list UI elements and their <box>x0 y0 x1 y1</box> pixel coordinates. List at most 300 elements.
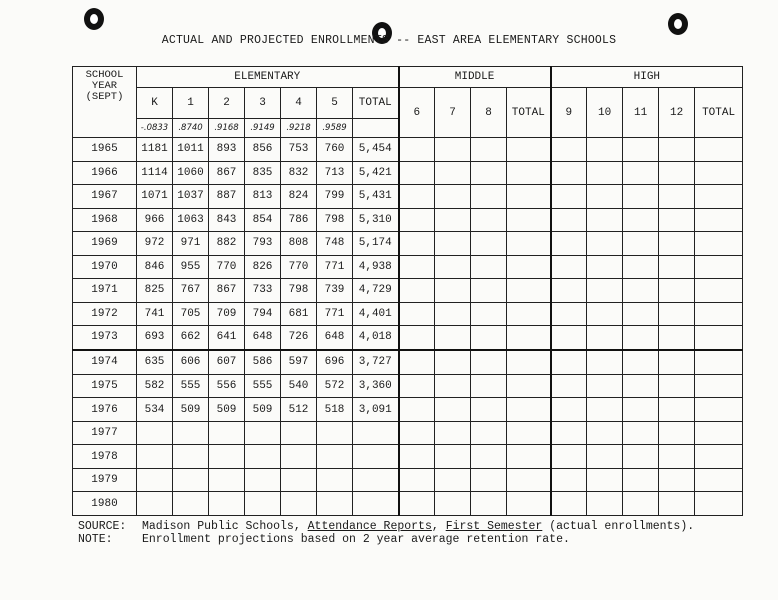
enrollment-cell: 662 <box>173 326 209 350</box>
empty-cell <box>399 326 435 350</box>
enrollment-cell: 713 <box>317 161 353 185</box>
empty-cell <box>623 445 659 469</box>
table-body <box>73 138 743 516</box>
empty-cell <box>399 232 435 256</box>
enrollment-cell: 509 <box>173 398 209 422</box>
enrollment-cell: 635 <box>137 350 173 374</box>
enrollment-cell: 748 <box>317 232 353 256</box>
retention-rate: .9149 <box>245 119 281 138</box>
empty-cell <box>695 350 743 374</box>
enrollment-cell <box>317 468 353 492</box>
enrollment-cell <box>173 468 209 492</box>
school-year-cell: 1973 <box>73 326 137 350</box>
empty-cell <box>507 326 551 350</box>
empty-cell <box>471 255 507 279</box>
enrollment-cell: 955 <box>173 255 209 279</box>
empty-cell <box>659 185 695 209</box>
enrollment-cell: 709 <box>209 302 245 326</box>
empty-cell <box>623 374 659 398</box>
enrollment-cell <box>209 445 245 469</box>
empty-cell <box>551 185 587 209</box>
col-header: 9 <box>551 88 587 138</box>
empty-cell <box>435 232 471 256</box>
enrollment-cell: 739 <box>317 279 353 303</box>
enrollment-cell <box>317 421 353 445</box>
col-header: TOTAL <box>695 88 743 138</box>
empty-cell <box>623 138 659 162</box>
col-header: TOTAL <box>507 88 551 138</box>
col-header: K <box>137 88 173 119</box>
binder-hole-icon <box>84 8 104 30</box>
empty-cell <box>471 445 507 469</box>
empty-cell <box>471 208 507 232</box>
retention-rate: -.0833 <box>137 119 173 138</box>
empty-cell <box>399 421 435 445</box>
enrollment-cell: 786 <box>281 208 317 232</box>
footer <box>78 520 694 546</box>
empty-cell <box>587 138 623 162</box>
col-header: 2 <box>209 88 245 119</box>
enrollment-cell: 770 <box>209 255 245 279</box>
enrollment-cell: 1060 <box>173 161 209 185</box>
enrollment-cell: 1011 <box>173 138 209 162</box>
col-header: 6 <box>399 88 435 138</box>
table-row <box>73 232 743 256</box>
enrollment-cell <box>137 421 173 445</box>
col-header: 7 <box>435 88 471 138</box>
school-year-cell: 1978 <box>73 445 137 469</box>
enrollment-cell: 794 <box>245 302 281 326</box>
enrollment-cell: 1181 <box>137 138 173 162</box>
empty-cell <box>551 279 587 303</box>
empty-cell <box>551 208 587 232</box>
enrollment-cell: 843 <box>209 208 245 232</box>
table-row <box>73 468 743 492</box>
empty-cell <box>695 302 743 326</box>
enrollment-cell: 825 <box>137 279 173 303</box>
empty-cell <box>471 398 507 422</box>
enrollment-cell: 597 <box>281 350 317 374</box>
enrollment-cell: 882 <box>209 232 245 256</box>
source-text: , <box>431 520 446 533</box>
school-year-cell: 1974 <box>73 350 137 374</box>
empty-cell <box>623 350 659 374</box>
empty-cell <box>507 374 551 398</box>
enrollment-cell: 856 <box>245 138 281 162</box>
empty-cell <box>399 185 435 209</box>
header-line: YEAR <box>91 80 118 92</box>
empty-cell <box>695 492 743 516</box>
empty-cell <box>551 350 587 374</box>
elementary-total-cell: 5,421 <box>353 161 399 185</box>
header-line: (SEPT) <box>85 91 124 103</box>
empty-cell <box>695 185 743 209</box>
empty-cell <box>435 302 471 326</box>
school-year-cell: 1977 <box>73 421 137 445</box>
school-year-cell: 1976 <box>73 398 137 422</box>
empty-cell <box>435 398 471 422</box>
empty-cell <box>399 302 435 326</box>
enrollment-cell: 893 <box>209 138 245 162</box>
elementary-total-cell <box>353 468 399 492</box>
enrollment-cell <box>209 492 245 516</box>
empty-cell <box>551 398 587 422</box>
empty-cell <box>551 232 587 256</box>
table-row <box>73 421 743 445</box>
empty-cell <box>695 279 743 303</box>
header-line: SCHOOL <box>85 69 124 81</box>
school-year-cell: 1969 <box>73 232 137 256</box>
source-text: Madison Public Schools, <box>142 520 308 533</box>
elementary-total-cell: 5,431 <box>353 185 399 209</box>
table-row <box>73 138 743 162</box>
empty-cell <box>551 161 587 185</box>
enrollment-cell: 586 <box>245 350 281 374</box>
enrollment-cell: 887 <box>209 185 245 209</box>
empty-cell <box>659 350 695 374</box>
col-header: 3 <box>245 88 281 119</box>
empty-cell <box>435 468 471 492</box>
elementary-total-cell: 3,360 <box>353 374 399 398</box>
empty-cell <box>623 255 659 279</box>
enrollment-cell: 606 <box>173 350 209 374</box>
empty-cell <box>471 185 507 209</box>
retention-rate: .9589 <box>317 119 353 138</box>
empty-cell <box>471 326 507 350</box>
empty-cell <box>435 374 471 398</box>
empty-cell <box>587 421 623 445</box>
empty-cell <box>471 302 507 326</box>
empty-cell <box>659 279 695 303</box>
enrollment-cell <box>209 421 245 445</box>
enrollment-cell <box>317 492 353 516</box>
enrollment-cell: 972 <box>137 232 173 256</box>
enrollment-cell: 555 <box>173 374 209 398</box>
empty-cell <box>695 138 743 162</box>
empty-cell <box>587 161 623 185</box>
table-row <box>73 185 743 209</box>
enrollment-table <box>72 66 743 516</box>
table-row <box>73 302 743 326</box>
enrollment-cell: 648 <box>245 326 281 350</box>
enrollment-cell: 798 <box>317 208 353 232</box>
empty-cell <box>507 185 551 209</box>
enrollment-cell: 681 <box>281 302 317 326</box>
source-text: (actual enrollments). <box>542 520 695 533</box>
empty-cell <box>623 492 659 516</box>
enrollment-cell: 770 <box>281 255 317 279</box>
empty-cell <box>471 468 507 492</box>
empty-cell <box>399 255 435 279</box>
enrollment-cell: 798 <box>281 279 317 303</box>
table-row <box>73 374 743 398</box>
enrollment-cell <box>209 468 245 492</box>
enrollment-cell: 760 <box>317 138 353 162</box>
empty-cell <box>695 326 743 350</box>
empty-cell <box>695 208 743 232</box>
empty-cell <box>587 398 623 422</box>
empty-cell <box>623 232 659 256</box>
empty-cell <box>435 279 471 303</box>
empty-cell <box>659 138 695 162</box>
empty-cell <box>623 468 659 492</box>
enrollment-cell: 826 <box>245 255 281 279</box>
enrollment-cell: 582 <box>137 374 173 398</box>
enrollment-cell: 693 <box>137 326 173 350</box>
elementary-total-cell: 5,454 <box>353 138 399 162</box>
enrollment-cell: 1071 <box>137 185 173 209</box>
school-year-cell: 1972 <box>73 302 137 326</box>
enrollment-cell: 648 <box>317 326 353 350</box>
enrollment-cell <box>173 421 209 445</box>
empty-cell <box>507 255 551 279</box>
enrollment-cell: 509 <box>245 398 281 422</box>
empty-cell <box>435 161 471 185</box>
empty-cell <box>399 138 435 162</box>
source-label: SOURCE: <box>78 520 127 533</box>
enrollment-cell: 726 <box>281 326 317 350</box>
source-line <box>78 520 694 533</box>
enrollment-cell: 741 <box>137 302 173 326</box>
empty-cell <box>623 185 659 209</box>
elementary-total-cell: 4,938 <box>353 255 399 279</box>
empty-cell <box>623 302 659 326</box>
retention-rate: .9168 <box>209 119 245 138</box>
elementary-total-cell: 5,310 <box>353 208 399 232</box>
empty-cell <box>551 445 587 469</box>
empty-cell <box>587 374 623 398</box>
enrollment-cell: 808 <box>281 232 317 256</box>
empty-cell <box>551 421 587 445</box>
enrollment-cell <box>281 468 317 492</box>
enrollment-cell <box>317 445 353 469</box>
enrollment-cell: 540 <box>281 374 317 398</box>
enrollment-cell <box>245 445 281 469</box>
empty-cell <box>695 398 743 422</box>
empty-cell <box>399 161 435 185</box>
col-header: 8 <box>471 88 507 138</box>
empty-cell <box>695 232 743 256</box>
empty-cell <box>507 492 551 516</box>
empty-cell <box>659 445 695 469</box>
empty-cell <box>471 492 507 516</box>
table-row <box>73 255 743 279</box>
empty-cell <box>399 279 435 303</box>
empty-cell <box>551 374 587 398</box>
enrollment-cell: 572 <box>317 374 353 398</box>
enrollment-cell: 767 <box>173 279 209 303</box>
empty-cell <box>435 492 471 516</box>
empty-cell <box>623 398 659 422</box>
elementary-total-cell <box>353 421 399 445</box>
enrollment-cell: 512 <box>281 398 317 422</box>
enrollment-cell: 705 <box>173 302 209 326</box>
empty-cell <box>507 302 551 326</box>
elementary-total-cell: 5,174 <box>353 232 399 256</box>
empty-cell <box>659 161 695 185</box>
empty-cell <box>507 161 551 185</box>
col-header: 5 <box>317 88 353 119</box>
empty-cell <box>435 445 471 469</box>
enrollment-cell: 867 <box>209 279 245 303</box>
note-text: Enrollment projections based on 2 year average retention rate. <box>142 533 570 546</box>
enrollment-cell: 799 <box>317 185 353 209</box>
enrollment-cell: 771 <box>317 302 353 326</box>
col-header: 10 <box>587 88 623 138</box>
enrollment-cell: 867 <box>209 161 245 185</box>
empty-cell <box>587 255 623 279</box>
empty-cell <box>507 468 551 492</box>
retention-rate: .8740 <box>173 119 209 138</box>
enrollment-cell <box>245 468 281 492</box>
empty-cell <box>623 326 659 350</box>
empty-cell <box>507 421 551 445</box>
middle-group-header: MIDDLE <box>399 67 551 88</box>
empty-cell <box>435 421 471 445</box>
empty-cell <box>695 445 743 469</box>
enrollment-cell: 846 <box>137 255 173 279</box>
elementary-total-cell: 4,729 <box>353 279 399 303</box>
empty-cell <box>587 468 623 492</box>
elementary-total-cell: 4,401 <box>353 302 399 326</box>
enrollment-cell: 518 <box>317 398 353 422</box>
empty-cell <box>623 161 659 185</box>
empty-cell <box>399 350 435 374</box>
empty-cell <box>695 374 743 398</box>
empty-cell <box>399 398 435 422</box>
enrollment-cell: 555 <box>245 374 281 398</box>
retention-rate: .9218 <box>281 119 317 138</box>
enrollment-cell <box>173 445 209 469</box>
empty-cell <box>587 350 623 374</box>
empty-cell <box>587 279 623 303</box>
school-year-cell: 1971 <box>73 279 137 303</box>
enrollment-cell <box>137 492 173 516</box>
enrollment-cell <box>245 492 281 516</box>
school-year-cell: 1968 <box>73 208 137 232</box>
empty-cell <box>659 255 695 279</box>
empty-cell <box>551 326 587 350</box>
retention-rate-blank <box>353 119 399 138</box>
source-semester: First Semester <box>445 520 543 533</box>
school-year-cell: 1967 <box>73 185 137 209</box>
empty-cell <box>399 374 435 398</box>
school-year-cell: 1980 <box>73 492 137 516</box>
empty-cell <box>695 468 743 492</box>
empty-cell <box>471 374 507 398</box>
empty-cell <box>551 468 587 492</box>
enrollment-cell: 607 <box>209 350 245 374</box>
elementary-group-header: ELEMENTARY <box>137 67 399 88</box>
empty-cell <box>659 492 695 516</box>
empty-cell <box>435 185 471 209</box>
empty-cell <box>587 302 623 326</box>
enrollment-cell: 1114 <box>137 161 173 185</box>
empty-cell <box>587 185 623 209</box>
elementary-total-cell <box>353 445 399 469</box>
school-year-cell: 1970 <box>73 255 137 279</box>
elementary-total-cell: 4,018 <box>353 326 399 350</box>
empty-cell <box>551 255 587 279</box>
empty-cell <box>471 161 507 185</box>
enrollment-cell <box>173 492 209 516</box>
empty-cell <box>471 350 507 374</box>
enrollment-cell: 1063 <box>173 208 209 232</box>
enrollment-cell: 1037 <box>173 185 209 209</box>
table-row <box>73 326 743 350</box>
enrollment-cell: 556 <box>209 374 245 398</box>
source-report-name: Attendance Reports <box>307 520 432 533</box>
enrollment-cell: 534 <box>137 398 173 422</box>
school-year-header <box>73 67 137 138</box>
empty-cell <box>659 326 695 350</box>
enrollment-cell <box>281 445 317 469</box>
empty-cell <box>507 232 551 256</box>
empty-cell <box>623 279 659 303</box>
high-group-header: HIGH <box>551 67 743 88</box>
empty-cell <box>695 161 743 185</box>
elementary-total-cell <box>353 492 399 516</box>
empty-cell <box>435 138 471 162</box>
table-row <box>73 492 743 516</box>
empty-cell <box>435 208 471 232</box>
col-header: 4 <box>281 88 317 119</box>
table-row <box>73 161 743 185</box>
enrollment-cell: 835 <box>245 161 281 185</box>
empty-cell <box>587 232 623 256</box>
empty-cell <box>435 350 471 374</box>
empty-cell <box>659 468 695 492</box>
binder-hole-icon <box>668 13 688 35</box>
empty-cell <box>507 445 551 469</box>
empty-cell <box>507 279 551 303</box>
table-row <box>73 398 743 422</box>
enrollment-cell: 971 <box>173 232 209 256</box>
empty-cell <box>659 302 695 326</box>
page-title: ACTUAL AND PROJECTED ENROLLMENTS -- EAST AREA ELEMENTARY SCHOOLS <box>161 34 617 47</box>
col-header: TOTAL <box>353 88 399 119</box>
note-line <box>78 533 694 546</box>
empty-cell <box>551 302 587 326</box>
empty-cell <box>623 421 659 445</box>
empty-cell <box>507 208 551 232</box>
empty-cell <box>659 421 695 445</box>
enrollment-cell: 813 <box>245 185 281 209</box>
enrollment-cell: 696 <box>317 350 353 374</box>
school-year-cell: 1975 <box>73 374 137 398</box>
enrollment-cell: 824 <box>281 185 317 209</box>
empty-cell <box>507 350 551 374</box>
empty-cell <box>471 279 507 303</box>
table-row <box>73 445 743 469</box>
empty-cell <box>551 138 587 162</box>
empty-cell <box>695 421 743 445</box>
empty-cell <box>399 445 435 469</box>
school-year-cell: 1965 <box>73 138 137 162</box>
empty-cell <box>471 232 507 256</box>
enrollment-cell <box>281 421 317 445</box>
col-header: 11 <box>623 88 659 138</box>
empty-cell <box>587 326 623 350</box>
empty-cell <box>659 374 695 398</box>
empty-cell <box>399 468 435 492</box>
empty-cell <box>659 398 695 422</box>
elementary-total-cell: 3,727 <box>353 350 399 374</box>
empty-cell <box>471 421 507 445</box>
empty-cell <box>399 492 435 516</box>
enrollment-cell: 753 <box>281 138 317 162</box>
enrollment-cell: 854 <box>245 208 281 232</box>
